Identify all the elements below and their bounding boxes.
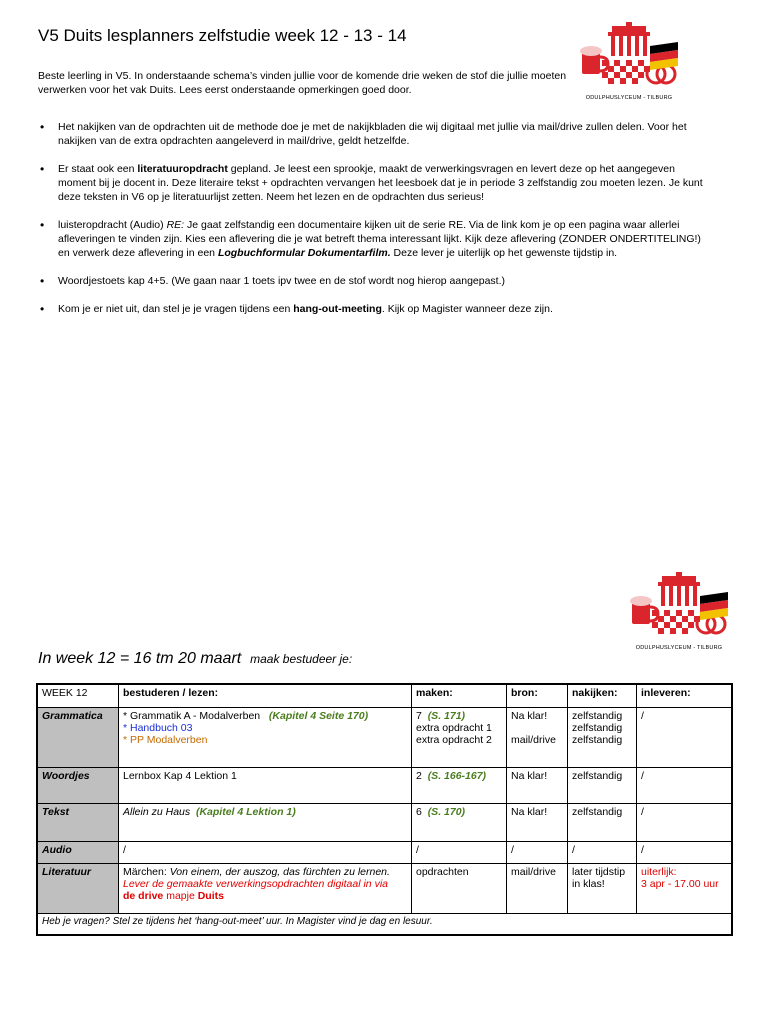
table-cell: opdrachten	[412, 864, 507, 914]
school-logo	[628, 572, 730, 651]
table-cell: /	[507, 842, 568, 864]
bullet-italic: RE:	[166, 219, 185, 231]
table-row	[37, 708, 732, 768]
cell-ref: (S. 170)	[427, 806, 466, 818]
cell-text: Allein zu Haus	[123, 806, 191, 818]
table-cell: /	[637, 842, 733, 864]
bullet-text: gepland. Je leest een sprookje, maakt de verwerkingsvragen en levert deze op het aangegeven moment bij je docent in. Deze literaire tekst + opdrachten vervangen het leesboek dat je in periode 3 zelfstandig zou moeten lezen. Je kunt deze teksten in V6 op je literatuurlijst zetten. Neem het lezen en de opdrachten dus serieus!	[58, 163, 703, 203]
cell-text: 6	[416, 806, 422, 818]
table-header: nakijken:	[568, 684, 637, 708]
week-heading-main: In week 12 = 16 tm 20 maart	[38, 650, 242, 667]
table-header: bestuderen / lezen:	[119, 684, 412, 708]
week-plan-table	[36, 683, 733, 936]
cell-ref: (Kapitel 4 Seite 170)	[268, 710, 369, 722]
bullet-bold: hang-out-meeting	[293, 303, 382, 315]
table-cell	[507, 708, 568, 768]
cell-text: Lever de gemaakte verwerkingsopdrachten digitaal in via	[123, 878, 388, 890]
cell-text: Von einem, der auszog, das fürchten zu lernen.	[169, 866, 390, 878]
table-cell: /	[637, 708, 733, 768]
list-item	[38, 218, 708, 260]
list-item	[38, 274, 708, 288]
table-row	[37, 842, 732, 864]
instructions-list	[38, 120, 708, 330]
table-cell	[119, 708, 412, 768]
table-cell: zelfstandig	[568, 804, 637, 842]
bullet-bold-italic: Logbuchformular Dokumentarfilm.	[217, 247, 391, 259]
deadline-value: 3 apr - 17.00 uur	[641, 878, 719, 890]
brandenburg-gate-logo-icon	[578, 22, 680, 94]
bullet-text: luisteropdracht (Audio)	[58, 219, 167, 231]
cell-ref: (S. 171)	[427, 710, 466, 722]
bullet-text: Er staat ook een	[58, 163, 138, 175]
deadline-label: uiterlijk:	[641, 866, 677, 878]
cell-text: de drive	[123, 890, 164, 902]
table-cell: /	[568, 842, 637, 864]
bullet-text: Het nakijken van de opdrachten uit de methode doe je met de nakijkbladen die wij digitaal met jullie via mail/drive zullen delen. Voor het nakijken van de extra opdrachten aangeleverd in mail/drive, geldt hetzelfde.	[58, 121, 687, 147]
list-item	[38, 162, 708, 204]
cell-text: zelfstandig	[572, 722, 623, 734]
table-cell: /	[637, 768, 733, 804]
logo-caption: ODULPHUSLYCEUM - TILBURG	[635, 645, 723, 651]
table-cell: Lernbox Kap 4 Lektion 1	[119, 768, 412, 804]
table-cell: /	[412, 842, 507, 864]
bullet-bold: literatuuropdracht	[137, 163, 228, 175]
table-footer-row	[37, 914, 732, 936]
bullet-text: Je gaat zelfstandig een documentaire kijken uit de serie RE. Via de link kom je op een pagina waar allerlei afleveringen te vinden zijn. Kies een aflevering die je wat betreft thema interessant lijkt. Kijk deze aflevering (ZONDER ONDERTITELING!) en verwerk deze aflevering in een	[58, 219, 701, 259]
cell-text: mail/drive	[511, 734, 556, 746]
table-cell: mail/drive	[507, 864, 568, 914]
table-cell: zelfstandig	[568, 768, 637, 804]
school-logo	[578, 22, 680, 101]
row-label: Woordjes	[37, 768, 119, 804]
cell-text: later tijdstip	[572, 866, 626, 878]
table-header: inleveren:	[637, 684, 733, 708]
table-row	[37, 768, 732, 804]
table-header: WEEK 12	[37, 684, 119, 708]
cell-text: * PP Modalverben	[123, 734, 208, 746]
week-heading	[38, 650, 352, 668]
table-header: maken:	[412, 684, 507, 708]
bullet-text: Kom je er niet uit, dan stel je je vragen tijdens een	[58, 303, 294, 315]
list-item	[38, 120, 708, 148]
table-cell	[119, 864, 412, 914]
table-cell	[412, 768, 507, 804]
cell-text: * Handbuch 03	[123, 722, 193, 734]
table-cell: /	[637, 804, 733, 842]
cell-text: Na klar!	[511, 710, 548, 722]
table-row	[37, 864, 732, 914]
table-cell	[637, 864, 733, 914]
table-footer: Heb je vragen? Stel ze tijdens het ‘hang-out-meet’ uur. In Magister vind je dag en lesuur.	[37, 914, 732, 936]
cell-text: zelfstandig	[572, 710, 623, 722]
cell-text: Märchen:	[123, 866, 170, 878]
bullet-text: Woordjestoets kap 4+5. (We gaan naar 1 toets ipv twee en de stof wordt nog hierop aangepast.)	[58, 275, 506, 287]
row-label: Audio	[37, 842, 119, 864]
brandenburg-gate-logo-icon	[628, 572, 730, 644]
cell-ref: (Kapitel 4 Lektion 1)	[195, 806, 296, 818]
table-cell	[568, 864, 637, 914]
intro-text: Beste leerling in V5. In onderstaande schema’s vinden jullie voor de komende drie weken de stof die jullie moeten verwerken voor het vak Duits. Lees eerst onderstaande opmerkingen goed door.	[38, 70, 567, 96]
cell-text: 7	[416, 710, 422, 722]
cell-text: * Grammatik A - Modalverben	[123, 710, 261, 722]
table-cell	[119, 804, 412, 842]
table-header-row	[37, 684, 732, 708]
logo-caption: ODULPHUSLYCEUM - TILBURG	[585, 95, 673, 101]
table-cell: Na klar!	[507, 804, 568, 842]
cell-text: extra opdracht 2	[416, 734, 492, 746]
page-title: V5 Duits lesplanners zelfstudie week 12 - 13 - 14	[38, 26, 407, 45]
cell-text: Duits	[197, 890, 224, 902]
cell-ref: (S. 166-167)	[427, 770, 487, 782]
bullet-text: . Kijk op Magister wanneer deze zijn.	[381, 303, 553, 315]
cell-text: extra opdracht 1	[416, 722, 492, 734]
table-cell: /	[119, 842, 412, 864]
cell-text: zelfstandig	[572, 734, 623, 746]
bullet-text: Deze lever je uiterlijk op het gewenste tijdstip in.	[390, 247, 618, 259]
table-cell	[412, 708, 507, 768]
cell-text: in klas!	[572, 878, 605, 890]
row-label: Literatuur	[37, 864, 119, 914]
week-heading-sub: maak bestudeer je:	[250, 652, 353, 666]
table-cell	[568, 708, 637, 768]
table-row	[37, 804, 732, 842]
table-cell: Na klar!	[507, 768, 568, 804]
row-label: Grammatica	[37, 708, 119, 768]
list-item	[38, 302, 708, 316]
table-cell	[412, 804, 507, 842]
cell-text: 2	[416, 770, 422, 782]
row-label: Tekst	[37, 804, 119, 842]
table-header: bron:	[507, 684, 568, 708]
cell-text: mapje	[163, 890, 198, 902]
